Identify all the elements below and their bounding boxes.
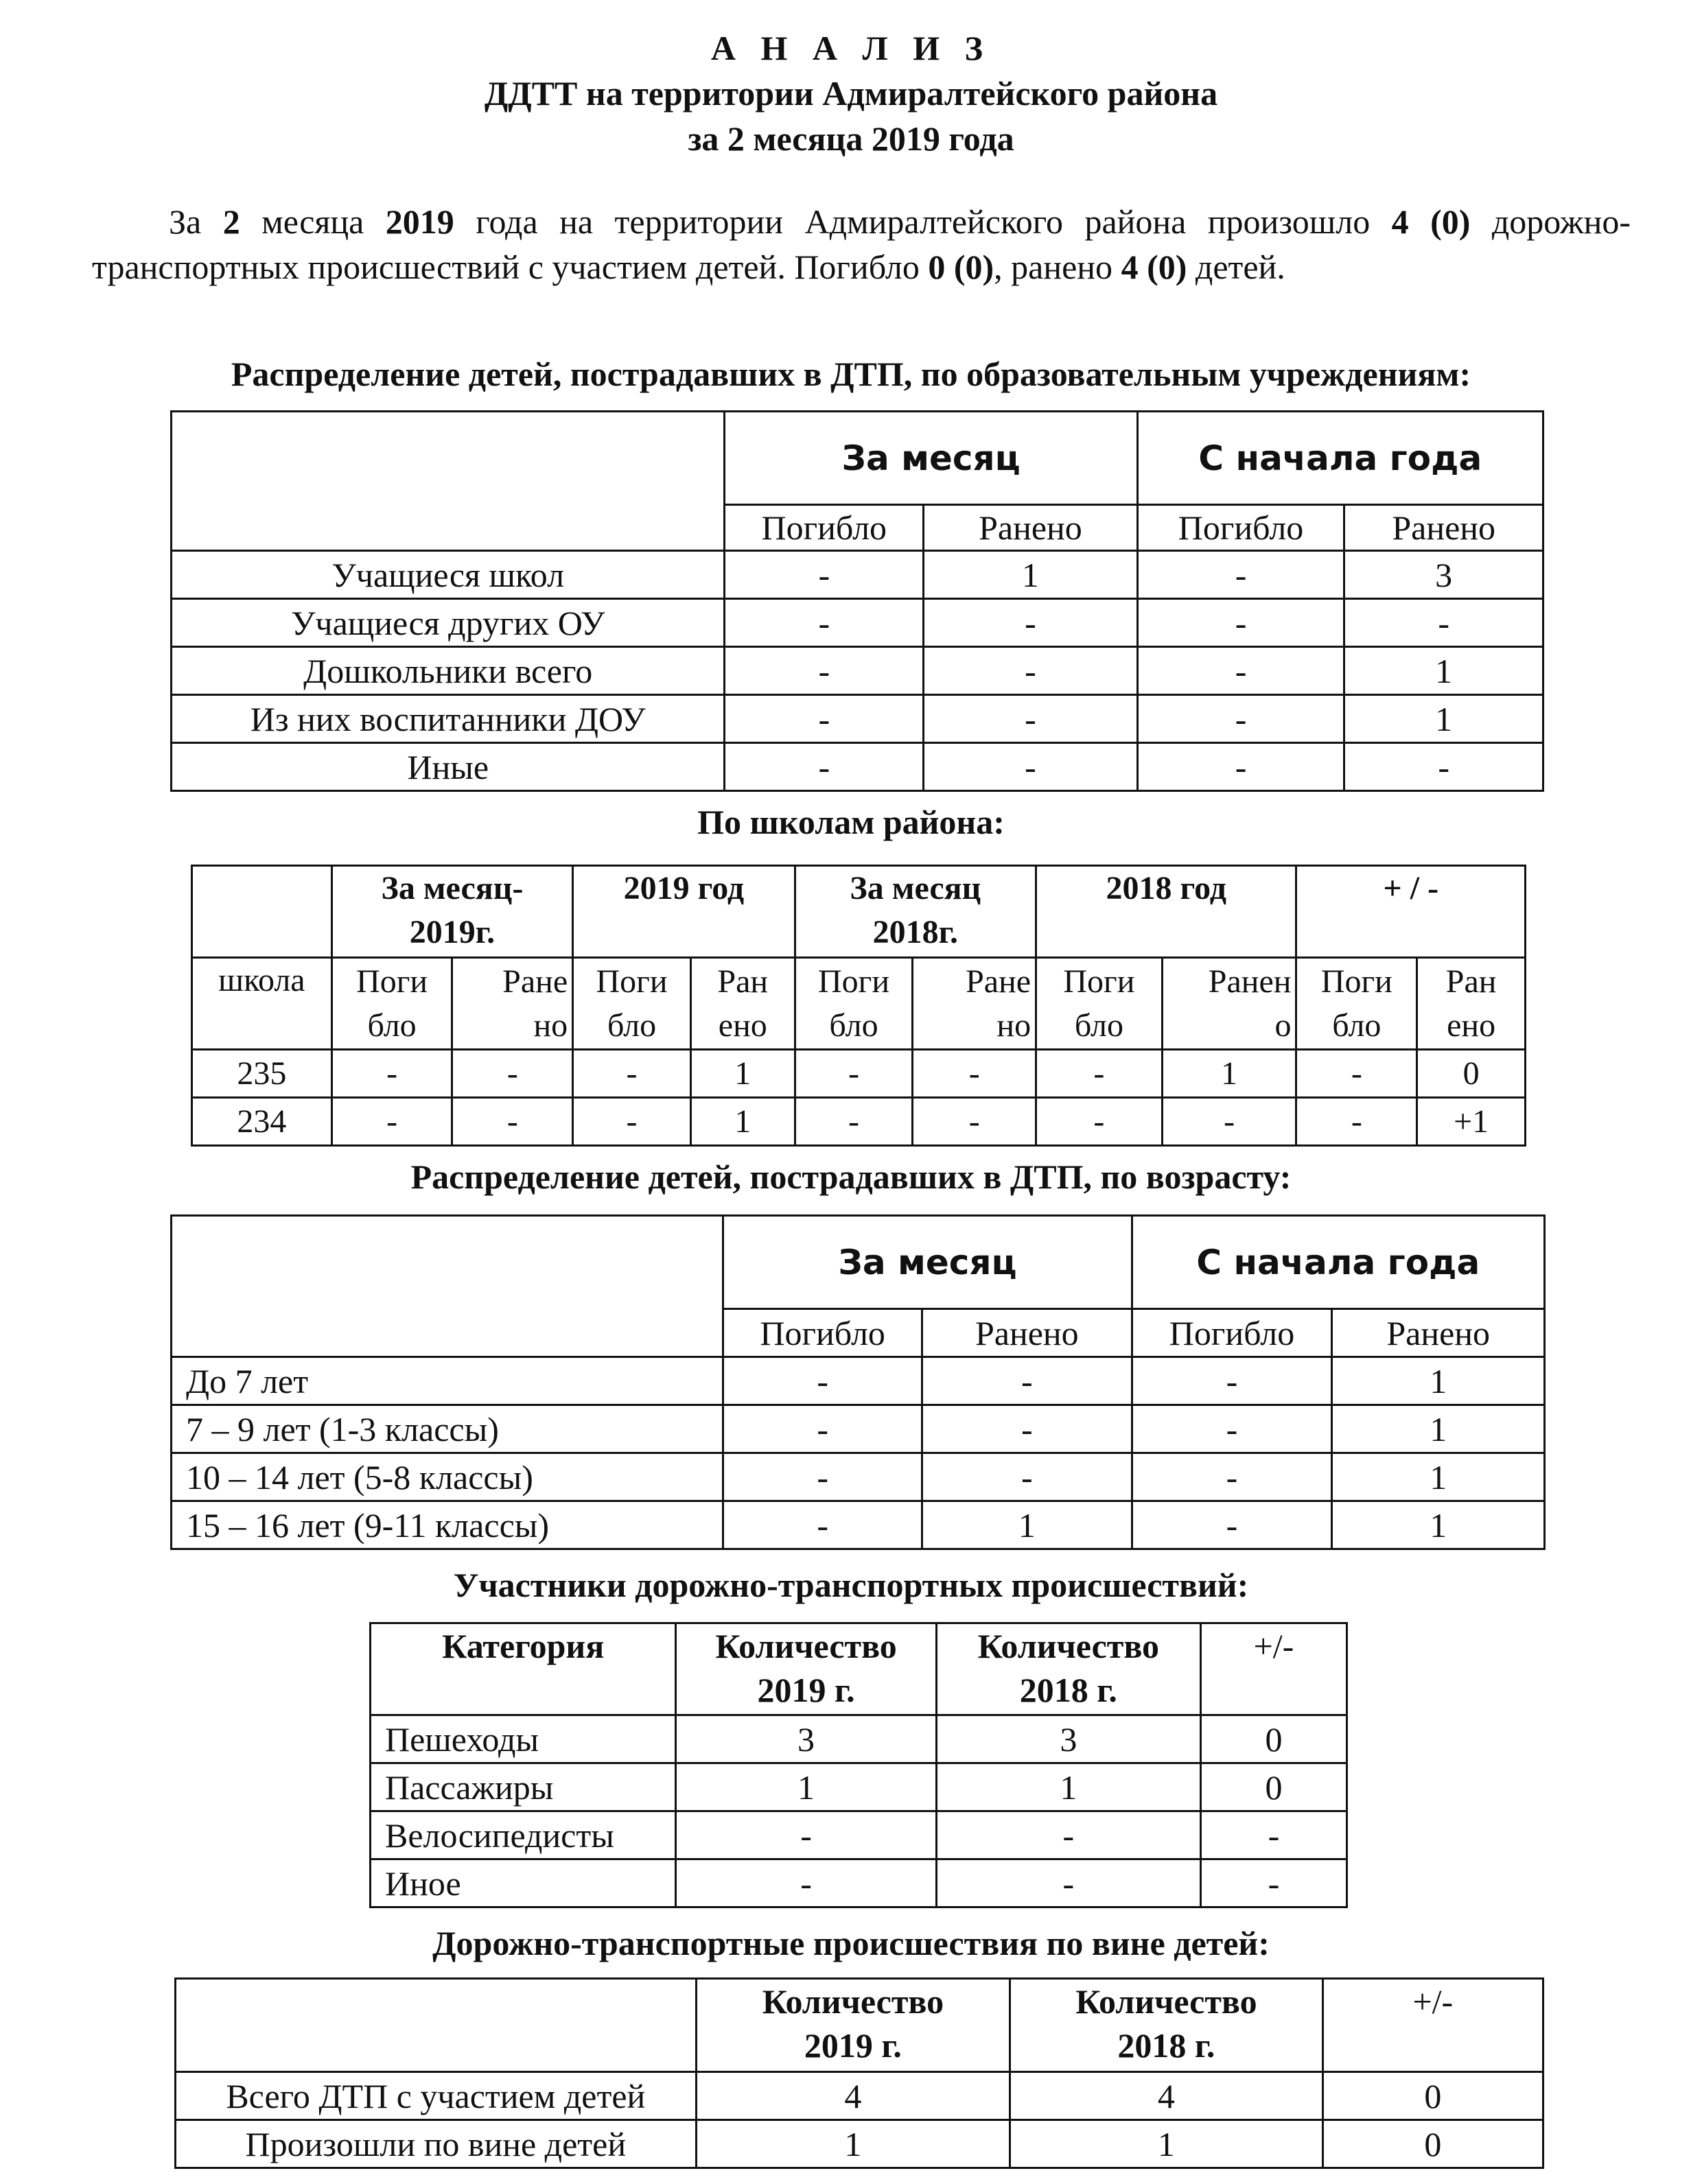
cell: 1 (1332, 1405, 1545, 1453)
cell: - (573, 1098, 691, 1146)
table-row (172, 743, 1543, 791)
row-label: 235 (192, 1050, 332, 1098)
table2-group: За месяц- 2019г. (331, 866, 572, 958)
cell: 1 (1332, 1501, 1545, 1549)
cell: 4 (696, 2072, 1010, 2120)
cell: - (924, 695, 1138, 743)
cell: - (1132, 1357, 1332, 1405)
cell: - (913, 1098, 1036, 1146)
intro-accidents: 4 (0) (1391, 202, 1471, 241)
table1-sub-header: Ранено (924, 505, 1138, 551)
table5-col-header: +/- (1322, 1979, 1543, 2072)
cell: 1 (936, 1763, 1200, 1811)
intro-text-5: , ранено (994, 248, 1121, 286)
table-row (371, 1763, 1347, 1811)
table2-school-header: школа (192, 958, 332, 1050)
cell: 1 (1332, 1357, 1545, 1405)
cell: 1 (1162, 1050, 1296, 1098)
cell: - (795, 1050, 913, 1098)
table2-sub-header: Ране но (452, 958, 573, 1050)
intro-text-2: месяца (240, 202, 386, 241)
cell: - (452, 1050, 573, 1098)
table2-sub-header: Ран ено (690, 958, 795, 1050)
cell: - (1162, 1098, 1296, 1146)
table5-corner (176, 1979, 697, 2072)
table-row (172, 1501, 1545, 1549)
table3-group-month: За месяц (723, 1216, 1132, 1309)
intro-year: 2019 (385, 202, 454, 241)
doc-period: за 2 месяца 2019 года (688, 119, 1014, 158)
table2-sub-header: Ран ено (1417, 958, 1526, 1050)
cell: 0 (1417, 1050, 1526, 1098)
row-label: Пассажиры (371, 1763, 676, 1811)
doc-subtitle: ДДТТ на территории Адмиралтейского района (484, 74, 1218, 113)
cell: - (1132, 1405, 1332, 1453)
cell: 0 (1322, 2120, 1543, 2168)
table-row (371, 1811, 1347, 1859)
table4-col-header: +/- (1200, 1623, 1347, 1715)
cell: 1 (690, 1098, 795, 1146)
cell: - (1036, 1050, 1163, 1098)
table-education (170, 410, 1544, 792)
cell: 1 (1344, 695, 1543, 743)
table-row (172, 551, 1543, 599)
table-row (176, 2072, 1543, 2120)
table3-heading: Распределение детей, пострадавших в ДТП, по возрасту: (410, 1158, 1292, 1196)
table2-sub-header: Ране но (913, 958, 1036, 1050)
table-row (172, 1357, 1545, 1405)
row-label: Дошкольники всего (172, 647, 725, 695)
row-label: 234 (192, 1098, 332, 1146)
table-age (170, 1214, 1546, 1550)
cell: 1 (1332, 1453, 1545, 1501)
cell: - (1036, 1098, 1163, 1146)
cell: - (1200, 1811, 1347, 1859)
row-label: Из них воспитанники ДОУ (172, 695, 725, 743)
table2-corner (192, 866, 332, 958)
cell: 4 (1010, 2072, 1323, 2120)
cell: - (1296, 1098, 1417, 1146)
table-participants (369, 1622, 1348, 1908)
cell: - (1344, 743, 1543, 791)
table3-sub-header: Погибло (1132, 1309, 1332, 1357)
table1-sub-header: Погибло (1137, 505, 1344, 551)
cell: - (795, 1098, 913, 1146)
intro-text-6: детей. (1187, 248, 1285, 286)
cell: - (1344, 599, 1543, 647)
cell: 0 (1200, 1715, 1347, 1763)
cell: - (1137, 743, 1344, 791)
cell: - (1137, 599, 1344, 647)
cell: - (676, 1811, 936, 1859)
table3-sub-header: Ранено (922, 1309, 1132, 1357)
intro-text-4: дорожно-транспортных происшествий с участием детей. Погибло (92, 202, 1631, 286)
cell: - (936, 1811, 1200, 1859)
table-row (172, 1405, 1545, 1453)
table2-group: + / - (1296, 866, 1526, 958)
intro-text-3: года на территории Адмиралтейского района произошло (454, 202, 1392, 241)
intro-months: 2 (222, 202, 240, 241)
cell: 1 (676, 1763, 936, 1811)
table2-group: 2019 год (573, 866, 795, 958)
table1-heading: Распределение детей, пострадавших в ДТП, по образовательным учреждениям: (231, 355, 1471, 393)
cell: 1 (696, 2120, 1010, 2168)
intro-injured: 4 (0) (1121, 248, 1187, 286)
cell: - (936, 1859, 1200, 1907)
table2-sub-header: Поги бло (331, 958, 452, 1050)
table2-heading: По школам района: (697, 803, 1005, 841)
row-label: Пешеходы (371, 1715, 676, 1763)
table5-col-header: Количество 2018 г. (1010, 1979, 1323, 2072)
cell: 3 (1344, 551, 1543, 599)
row-label: Велосипедисты (371, 1811, 676, 1859)
row-label: Учащиеся других ОУ (172, 599, 725, 647)
cell: - (924, 599, 1138, 647)
cell: - (924, 743, 1138, 791)
table-schools (191, 865, 1526, 1147)
table4-col-header: Количество 2019 г. (676, 1623, 936, 1715)
table2-group: 2018 год (1036, 866, 1296, 958)
cell: - (725, 551, 924, 599)
cell: - (725, 743, 924, 791)
cell: - (1200, 1859, 1347, 1907)
cell: - (723, 1357, 922, 1405)
cell: - (725, 599, 924, 647)
cell: 1 (924, 551, 1138, 599)
row-label: 7 – 9 лет (1-3 классы) (172, 1405, 723, 1453)
table1-sub-header: Ранено (1344, 505, 1543, 551)
cell: - (676, 1859, 936, 1907)
table-row (176, 2120, 1543, 2168)
cell: - (924, 647, 1138, 695)
table5-col-header: Количество 2019 г. (696, 1979, 1010, 2072)
table2-sub-header: Ранен о (1162, 958, 1296, 1050)
cell: - (1296, 1050, 1417, 1098)
cell: - (725, 647, 924, 695)
cell: 3 (936, 1715, 1200, 1763)
cell: 1 (1010, 2120, 1323, 2168)
cell: - (573, 1050, 691, 1098)
cell: 1 (922, 1501, 1132, 1549)
table1-sub-header: Погибло (725, 505, 924, 551)
cell: 3 (676, 1715, 936, 1763)
cell: - (922, 1405, 1132, 1453)
row-label: Иные (172, 743, 725, 791)
table3-group-year: С начала года (1132, 1216, 1544, 1309)
cell: - (331, 1050, 452, 1098)
row-label: 10 – 14 лет (5-8 классы) (172, 1453, 723, 1501)
doc-title: А Н А Л И З (710, 29, 992, 67)
row-label: До 7 лет (172, 1357, 723, 1405)
cell: - (1137, 695, 1344, 743)
row-label: Иное (371, 1859, 676, 1907)
table4-heading: Участники дорожно-транспортных происшествий: (453, 1566, 1249, 1604)
cell: 0 (1200, 1763, 1347, 1811)
cell: - (723, 1501, 922, 1549)
cell: - (1132, 1453, 1332, 1501)
cell: +1 (1417, 1098, 1526, 1146)
table4-col-header: Категория (371, 1623, 676, 1715)
intro-killed: 0 (0) (928, 248, 994, 286)
cell: - (1137, 647, 1344, 695)
table-row (371, 1859, 1347, 1907)
cell: - (452, 1098, 573, 1146)
table2-group: За месяц 2018г. (795, 866, 1036, 958)
cell: - (331, 1098, 452, 1146)
cell: 0 (1322, 2072, 1543, 2120)
table-row (172, 647, 1543, 695)
table4-col-header: Количество 2018 г. (936, 1623, 1200, 1715)
cell: - (913, 1050, 1036, 1098)
cell: - (922, 1357, 1132, 1405)
table-row (172, 1453, 1545, 1501)
table1-group-month: За месяц (725, 412, 1137, 505)
row-label: Учащиеся школ (172, 551, 725, 599)
cell: - (723, 1453, 922, 1501)
table3-sub-header: Погибло (723, 1309, 922, 1357)
table-row (172, 599, 1543, 647)
table2-sub-header: Поги бло (1296, 958, 1417, 1050)
table2-sub-header: Поги бло (573, 958, 691, 1050)
table2-sub-header: Поги бло (795, 958, 913, 1050)
row-label: Произошли по вине детей (176, 2120, 697, 2168)
table-row (371, 1715, 1347, 1763)
cell: - (725, 695, 924, 743)
table-row (192, 1050, 1526, 1098)
table1-corner (172, 412, 725, 551)
table3-sub-header: Ранено (1332, 1309, 1545, 1357)
row-label: 15 – 16 лет (9-11 классы) (172, 1501, 723, 1549)
cell: 1 (1344, 647, 1543, 695)
table5-heading: Дорожно-транспортные происшествия по вине детей: (432, 1924, 1270, 1962)
table2-sub-header: Поги бло (1036, 958, 1163, 1050)
cell: - (1132, 1501, 1332, 1549)
table1-group-year: С начала года (1137, 412, 1543, 505)
cell: - (1137, 551, 1344, 599)
cell: 1 (690, 1050, 795, 1098)
cell: - (922, 1453, 1132, 1501)
intro-text-1: За (169, 202, 223, 241)
cell: - (723, 1405, 922, 1453)
row-label: Всего ДТП с участием детей (176, 2072, 697, 2120)
table-fault (174, 1977, 1544, 2169)
table3-corner (172, 1216, 723, 1357)
intro-paragraph (92, 199, 1631, 290)
table-row (172, 695, 1543, 743)
table-row (192, 1098, 1526, 1146)
